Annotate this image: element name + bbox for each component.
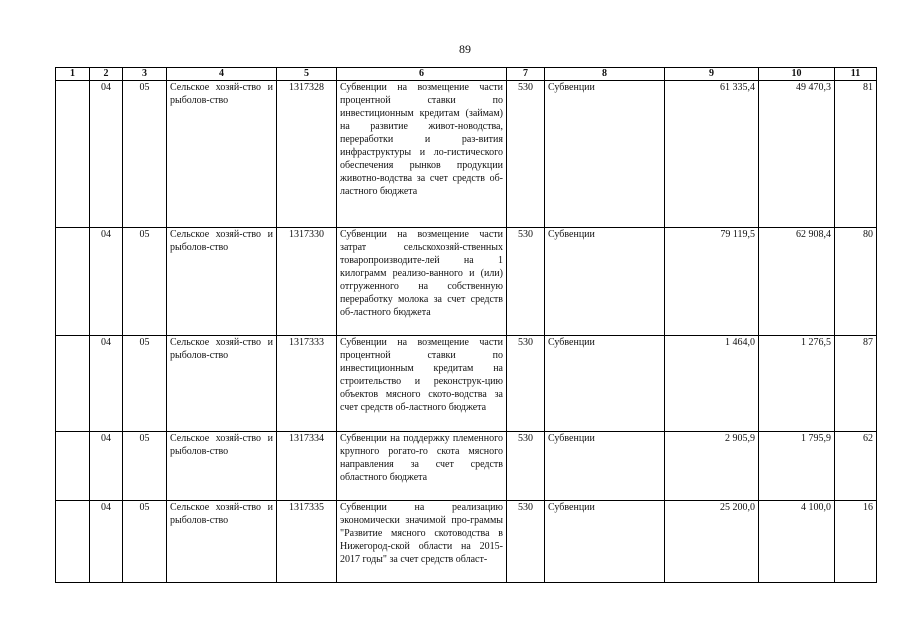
- cell-executed: 62 908,4: [759, 228, 835, 336]
- cell-target-code: 1317333: [277, 336, 337, 432]
- table-row: [56, 501, 877, 583]
- page-number: 89: [459, 42, 471, 56]
- header-cell-5: 5: [277, 68, 337, 81]
- cell-subchapter-name: Сельское хозяй-ство и рыболов-ство: [167, 228, 277, 336]
- header-cell-1: 1: [56, 68, 90, 81]
- table-row: [56, 432, 877, 501]
- cell-chapter: 04: [90, 336, 123, 432]
- cell-subchapter: 05: [123, 81, 167, 228]
- cell-percent: 16: [835, 501, 877, 583]
- header-cell-3: 3: [123, 68, 167, 81]
- cell-subchapter: 05: [123, 336, 167, 432]
- cell-planned: 2 905,9: [665, 432, 759, 501]
- cell-subchapter-name: Сельское хозяй-ство и рыболов-ство: [167, 336, 277, 432]
- cell-expense-code: 530: [507, 228, 545, 336]
- cell-executed: 1 276,5: [759, 336, 835, 432]
- header-cell-2: 2: [90, 68, 123, 81]
- header-cell-6: 6: [337, 68, 507, 81]
- cell-subchapter: 05: [123, 501, 167, 583]
- cell-target-name: Субвенции на реализацию экономически значимой про-граммы "Развитие мясного скотоводства в Нижегород-ской области на 2015-2017 годы" за счет средств област-: [337, 501, 507, 583]
- header-cell-4: 4: [167, 68, 277, 81]
- cell-subchapter-name: Сельское хозяй-ство и рыболов-ство: [167, 81, 277, 228]
- cell-planned: 79 119,5: [665, 228, 759, 336]
- cell-executed: 1 795,9: [759, 432, 835, 501]
- cell-subchapter: 05: [123, 432, 167, 501]
- cell-expense-name: Субвенции: [545, 336, 665, 432]
- cell-target-code: 1317328: [277, 81, 337, 228]
- cell-target-code: 1317330: [277, 228, 337, 336]
- cell-planned: 1 464,0: [665, 336, 759, 432]
- cell-expense-name: Субвенции: [545, 501, 665, 583]
- table-row: [56, 228, 877, 336]
- header-cell-7: 7: [507, 68, 545, 81]
- cell-percent: 87: [835, 336, 877, 432]
- cell-expense-name: Субвенции: [545, 432, 665, 501]
- cell-percent: 81: [835, 81, 877, 228]
- budget-table: [55, 67, 877, 583]
- cell-expense-name: Субвенции: [545, 81, 665, 228]
- cell-target-name: Субвенции на поддержку племенного крупного рогато-го скота мясного направления за счет средств областного бюджета: [337, 432, 507, 501]
- cell-chapter: 04: [90, 501, 123, 583]
- cell-planned: 25 200,0: [665, 501, 759, 583]
- cell-section: [56, 81, 90, 228]
- cell-section: [56, 336, 90, 432]
- cell-target-name: Субвенции на возмещение части затрат сельскохозяй-ственных товаропроизводите-лей на 1 килограмм реализо-ванного и (или) отгруженного на собственную переработку молока за счет средств об-ластного бюджета: [337, 228, 507, 336]
- cell-section: [56, 501, 90, 583]
- cell-expense-code: 530: [507, 501, 545, 583]
- cell-subchapter-name: Сельское хозяй-ство и рыболов-ство: [167, 501, 277, 583]
- cell-target-name: Субвенции на возмещение части процентной ставки по инвестиционным кредитам (займам) на развитие живот-новодства, переработки и раз-вития инфраструктуры и ло-гистического обеспечения рынков продукции животно-водства за счет средств об-ластного бюджета: [337, 81, 507, 228]
- cell-executed: 49 470,3: [759, 81, 835, 228]
- table-row: [56, 81, 877, 228]
- cell-expense-code: 530: [507, 336, 545, 432]
- header-cell-8: 8: [545, 68, 665, 81]
- cell-section: [56, 228, 90, 336]
- cell-target-name: Субвенции на возмещение части процентной ставки по инвестиционным кредитам на строительство и реконструк-цию объектов мясного ското-водства за счет средств об-ластного бюджета: [337, 336, 507, 432]
- header-cell-11: 11: [835, 68, 877, 81]
- cell-chapter: 04: [90, 228, 123, 336]
- cell-target-code: 1317335: [277, 501, 337, 583]
- cell-percent: 80: [835, 228, 877, 336]
- cell-subchapter-name: Сельское хозяй-ство и рыболов-ство: [167, 432, 277, 501]
- cell-expense-code: 530: [507, 81, 545, 228]
- cell-expense-name: Субвенции: [545, 228, 665, 336]
- cell-planned: 61 335,4: [665, 81, 759, 228]
- cell-expense-code: 530: [507, 432, 545, 501]
- cell-subchapter: 05: [123, 228, 167, 336]
- header-cell-9: 9: [665, 68, 759, 81]
- header-row: [56, 68, 877, 81]
- cell-target-code: 1317334: [277, 432, 337, 501]
- cell-chapter: 04: [90, 432, 123, 501]
- cell-percent: 62: [835, 432, 877, 501]
- table-row: [56, 336, 877, 432]
- header-cell-10: 10: [759, 68, 835, 81]
- cell-chapter: 04: [90, 81, 123, 228]
- cell-section: [56, 432, 90, 501]
- cell-executed: 4 100,0: [759, 501, 835, 583]
